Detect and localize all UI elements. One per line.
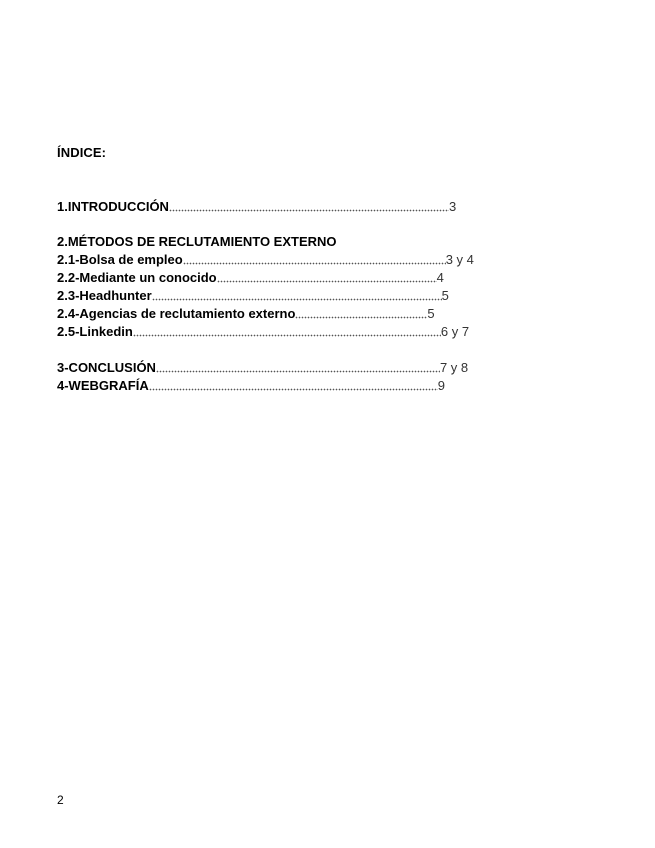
toc-entry-label: 4-WEBGRAFÍA [57,378,149,393]
toc-entry-page: 5 [441,288,449,303]
toc-entry-page: 5 [427,306,435,321]
toc-entry-label: 3-CONCLUSIÓN [57,360,156,375]
toc-entry-conclusion [57,359,468,377]
page-number: 2 [57,793,64,807]
section-heading: 2.MÉTODOS DE RECLUTAMIENTO EXTERNO [57,234,337,249]
toc-entry-linkedin [57,323,469,341]
toc-leader-dots [217,280,437,283]
toc-entry-agencias-de-reclutamiento [57,305,435,323]
toc-entry-bolsa-de-empleo [57,251,474,269]
toc-entry-label: 2.1-Bolsa de empleo [57,252,183,267]
toc-entry-introduccion [57,198,456,216]
toc-entry-headhunter [57,287,449,305]
toc-entry-label: 2.4-Agencias de reclutamiento externo [57,306,296,321]
toc-entry-label: 2.2-Mediante un conocido [57,270,217,285]
toc-entry-label: 1.INTRODUCCIÓN [57,199,169,214]
toc-entry-page: 3 [448,199,457,214]
toc-leader-dots [169,209,449,212]
toc-entry-label: 2.3-Headhunter [57,288,152,303]
toc-entry-page: 4 [436,270,444,285]
toc-entry-page: 9 [437,378,445,393]
toc-leader-dots [149,388,438,391]
toc-leader-dots [183,262,446,265]
toc-leader-dots [295,316,427,319]
toc-entry-label: 2.5-Linkedin [57,324,133,339]
toc-title: ÍNDICE: [57,145,107,160]
toc-leader-dots [156,370,440,373]
toc-entry-page: 3 y 4 [445,252,474,267]
toc-entry-page: 6 y 7 [440,324,470,339]
toc-entry-page: 7 y 8 [439,360,469,375]
toc-entry-webgrafia [57,377,445,395]
toc-leader-dots [133,334,441,337]
toc-entry-mediante-un-conocido [57,269,444,287]
toc-leader-dots [152,298,442,301]
